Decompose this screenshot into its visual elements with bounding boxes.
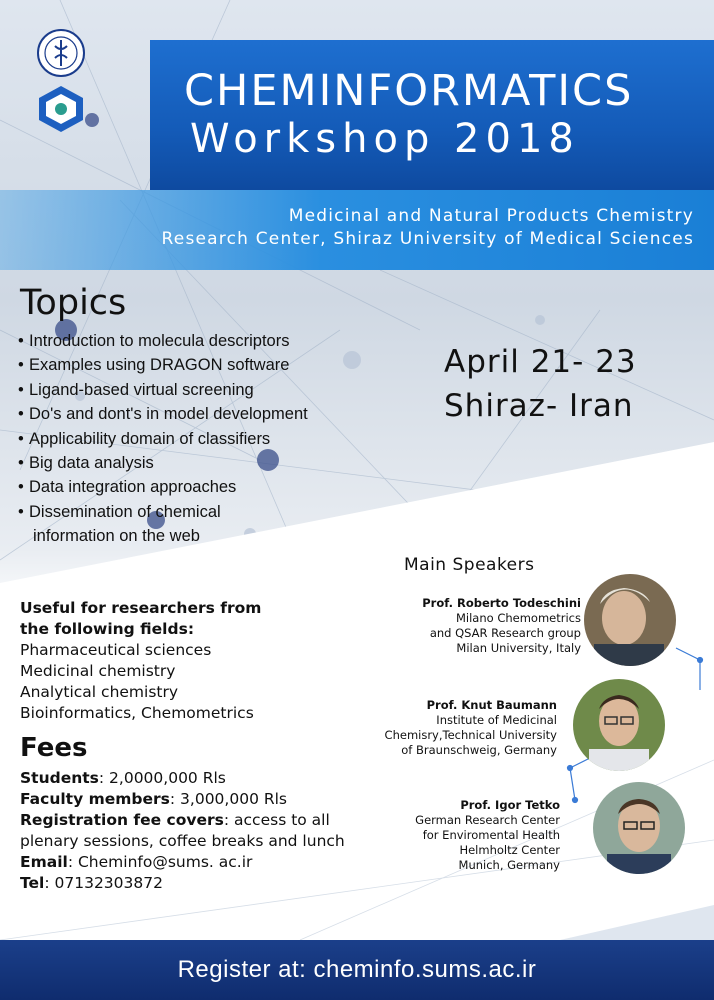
field-item: Analytical chemistry — [20, 683, 179, 701]
speaker-1-info: Prof. Roberto Todeschini Milano Chemometrics and QSAR Research group Milan University, Italy — [422, 596, 581, 655]
audience-heading-2: the following fields: — [20, 620, 195, 638]
field-item: Medicinal chemistry — [20, 662, 176, 680]
speaker-2-photo — [573, 679, 665, 771]
speaker-name: Prof. Igor Tetko — [460, 798, 560, 812]
event-title: CHEMINFORMATICS — [184, 66, 634, 116]
contact-tel: Tel: 07132303872 — [20, 874, 163, 892]
topics-heading: Topics — [20, 283, 127, 323]
speakers-heading: Main Speakers — [404, 555, 535, 575]
field-item: Pharmaceutical sciences — [20, 641, 212, 659]
speaker-name: Prof. Knut Baumann — [426, 698, 557, 712]
fees-heading: Fees — [20, 733, 88, 763]
audience-section — [20, 598, 261, 724]
topic-item: • Big data analysis — [18, 453, 154, 472]
topic-item: • Ligand-based virtual screening — [18, 380, 254, 399]
register-link[interactable]: Register at: cheminfo.sums.ac.ir — [177, 956, 537, 983]
field-item: Bioinformatics, Chemometrics — [20, 704, 254, 722]
fee-covers: Registration fee covers: access to all plenary sessions, coffee breaks and lunch — [20, 811, 345, 850]
fees-section — [20, 768, 360, 894]
topic-item: • Examples using DRAGON software — [18, 356, 290, 375]
fee-students: Students: 2,0000,000 Rls — [20, 769, 226, 787]
contact-email: Email: Cheminfo@sums. ac.ir — [20, 853, 253, 871]
speaker-name: Prof. Roberto Todeschini — [422, 596, 581, 610]
topic-item: • Do's and dont's in model development — [18, 405, 308, 424]
organizer-line-1: Medicinal and Natural Products Chemistry — [288, 206, 694, 226]
event-dates: April 21- 23 — [444, 344, 637, 380]
speaker-3-photo — [593, 782, 685, 874]
event-location: Shiraz- Iran — [444, 388, 634, 424]
topics-list — [18, 329, 308, 549]
topic-item: • Data integration approaches — [18, 478, 237, 497]
topic-item: • Applicability domain of classifiers — [18, 429, 271, 448]
topic-item-continuation: information on the web — [33, 527, 200, 546]
speaker-2-info: Prof. Knut Baumann Institute of Medicinal Chemisry,Technical University of Braunschweig, Germany — [384, 698, 557, 757]
event-date-location — [444, 340, 637, 428]
event-subtitle-year: Workshop 2018 — [190, 116, 580, 162]
speaker-1-photo — [584, 574, 676, 666]
speaker-3-info: Prof. Igor Tetko German Research Center for Enviromental Health Helmholtz Center Munich, Germany — [415, 798, 560, 872]
audience-heading: Useful for researchers from — [20, 599, 262, 617]
organizer-line-2: Research Center, Shiraz University of Medical Sciences — [161, 229, 694, 249]
topic-item: • Dissemination of chemical — [18, 502, 221, 521]
fee-faculty: Faculty members: 3,000,000 Rls — [20, 790, 288, 808]
topic-item: • Introduction to molecula descriptors — [18, 332, 290, 350]
